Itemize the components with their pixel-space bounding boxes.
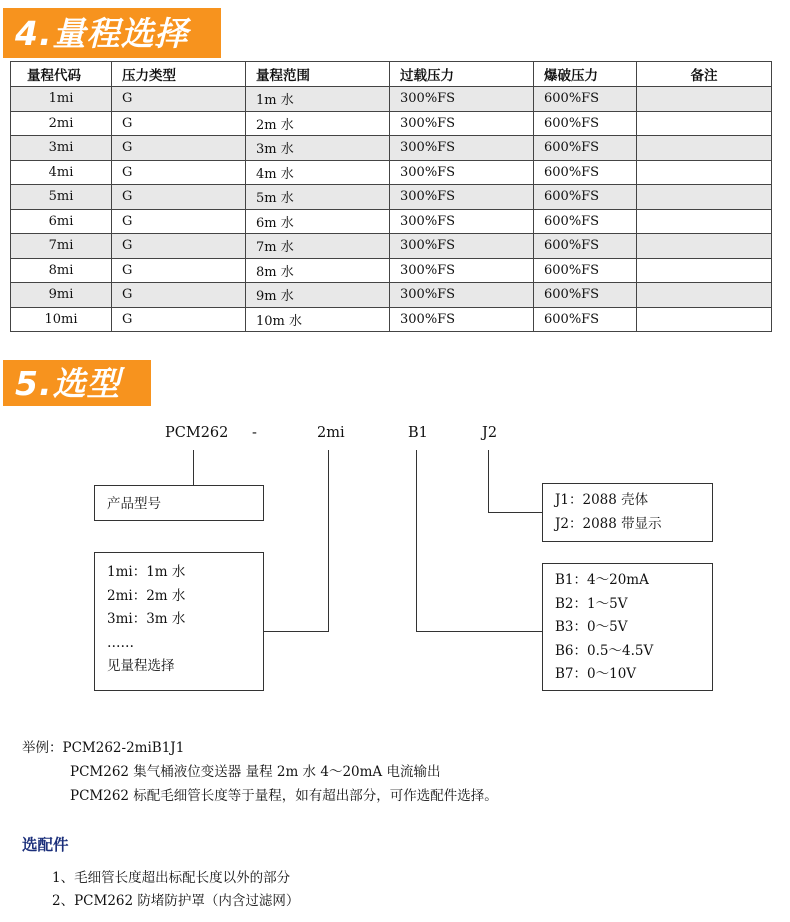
cell-burst: 600%FS [534,307,637,332]
range-box [94,552,264,691]
cell-pressure-type: G [112,160,246,185]
range-box-line: 2mi：2m 水 [107,587,186,604]
cell-range-code: 5mi [11,185,112,210]
code-model: PCM262 [165,425,229,441]
header-burst: 爆破压力 [534,62,637,87]
connector-model [193,450,194,485]
cell-range-code: 6mi [11,209,112,234]
output-box-line: B6：0.5～4.5V [555,642,654,659]
output-box-line: B7：0～10V [555,666,637,682]
cell-range: 2m 水 [246,111,390,136]
cell-range-code: 2mi [11,111,112,136]
cell-pressure-type: G [112,234,246,259]
cell-range: 3m 水 [246,136,390,161]
table-row [11,307,772,332]
cell-burst: 600%FS [534,136,637,161]
cell-overload: 300%FS [390,258,534,283]
range-box-line: 3mi：3m 水 [107,611,186,627]
cell-range: 10m 水 [246,307,390,332]
connector-output-h [416,631,542,632]
cell-remarks [637,160,772,185]
cell-pressure-type: G [112,87,246,112]
section-5-title: 5.选型 [3,360,151,406]
section-4-title: 4.量程选择 [3,8,221,58]
output-box-line: B3：0～5V [555,619,628,635]
accessories-title: 选配件 [22,836,69,854]
connector-housing-v [488,450,489,512]
cell-pressure-type: G [112,307,246,332]
cell-range: 4m 水 [246,160,390,185]
table-row [11,234,772,259]
cell-range: 7m 水 [246,234,390,259]
cell-range: 5m 水 [246,185,390,210]
cell-range-code: 9mi [11,283,112,308]
code-output: B1 [408,425,428,441]
cell-overload: 300%FS [390,234,534,259]
table-header-row [11,62,772,87]
cell-range: 9m 水 [246,283,390,308]
accessories-list [52,867,299,913]
table-row [11,209,772,234]
output-box-line: B2：1～5V [555,595,628,612]
cell-range-code: 10mi [11,307,112,332]
cell-burst: 600%FS [534,258,637,283]
range-table [10,61,772,332]
cell-range-code: 7mi [11,234,112,259]
example-line-1: PCM262 集气桶液位变送器 量程 2m 水 4～20mA 电流输出 [70,764,441,780]
cell-overload: 300%FS [390,185,534,210]
header-range-code: 量程代码 [11,62,112,87]
cell-pressure-type: G [112,258,246,283]
cell-remarks [637,283,772,308]
cell-burst: 600%FS [534,234,637,259]
cell-pressure-type: G [112,209,246,234]
connector-range-h [263,631,329,632]
cell-overload: 300%FS [390,111,534,136]
cell-overload: 300%FS [390,283,534,308]
cell-burst: 600%FS [534,185,637,210]
table-row [11,283,772,308]
cell-overload: 300%FS [390,209,534,234]
cell-burst: 600%FS [534,111,637,136]
housing-box-line: J2：2088 带显示 [555,515,662,532]
cell-pressure-type: G [112,136,246,161]
cell-burst: 600%FS [534,160,637,185]
cell-remarks [637,209,772,234]
cell-remarks [637,136,772,161]
cell-burst: 600%FS [534,209,637,234]
connector-range-v [328,450,329,631]
header-range: 量程范围 [246,62,390,87]
table-row [11,185,772,210]
output-box [542,563,713,691]
code-housing: J2 [482,425,498,441]
example-block [22,736,498,808]
cell-burst: 600%FS [534,283,637,308]
housing-box [542,483,713,542]
header-overload: 过载压力 [390,62,534,87]
cell-pressure-type: G [112,283,246,308]
table-row [11,160,772,185]
range-box-line: 1mi：1m 水 [107,564,186,580]
connector-output-v [416,450,417,631]
model-box [94,485,264,521]
cell-overload: 300%FS [390,136,534,161]
cell-range-code: 1mi [11,87,112,112]
cell-pressure-type: G [112,111,246,136]
cell-range-code: 4mi [11,160,112,185]
cell-remarks [637,258,772,283]
cell-remarks [637,87,772,112]
list-item: 2、PCM262 防堵防护罩（内含过滤网） [52,893,300,909]
cell-overload: 300%FS [390,160,534,185]
cell-remarks [637,234,772,259]
example-label: 举例：PCM262-2miB1J1 [22,740,185,756]
model-box-label: 产品型号 [107,496,161,512]
cell-remarks [637,111,772,136]
cell-range-code: 3mi [11,136,112,161]
output-box-line: B1：4～20mA [555,572,649,588]
range-box-line: …… [107,634,134,651]
cell-range-code: 8mi [11,258,112,283]
table-row [11,136,772,161]
cell-range: 8m 水 [246,258,390,283]
example-line-2: PCM262 标配毛细管长度等于量程，如有超出部分，可作选配件选择。 [70,788,498,804]
header-pressure-type: 压力类型 [112,62,246,87]
cell-remarks [637,307,772,332]
code-dash: - [252,425,257,441]
cell-range: 1m 水 [246,87,390,112]
connector-housing-h [488,512,542,513]
cell-burst: 600%FS [534,87,637,112]
table-row [11,111,772,136]
table-row [11,258,772,283]
range-box-line: 见量程选择 [107,658,175,674]
table-row [11,87,772,112]
header-remarks: 备注 [637,62,772,87]
cell-pressure-type: G [112,185,246,210]
housing-box-line: J1：2088 壳体 [555,492,649,508]
code-range: 2mi [317,425,345,441]
cell-range: 6m 水 [246,209,390,234]
cell-overload: 300%FS [390,87,534,112]
cell-remarks [637,185,772,210]
cell-overload: 300%FS [390,307,534,332]
list-item: 1、毛细管长度超出标配长度以外的部分 [52,870,291,886]
